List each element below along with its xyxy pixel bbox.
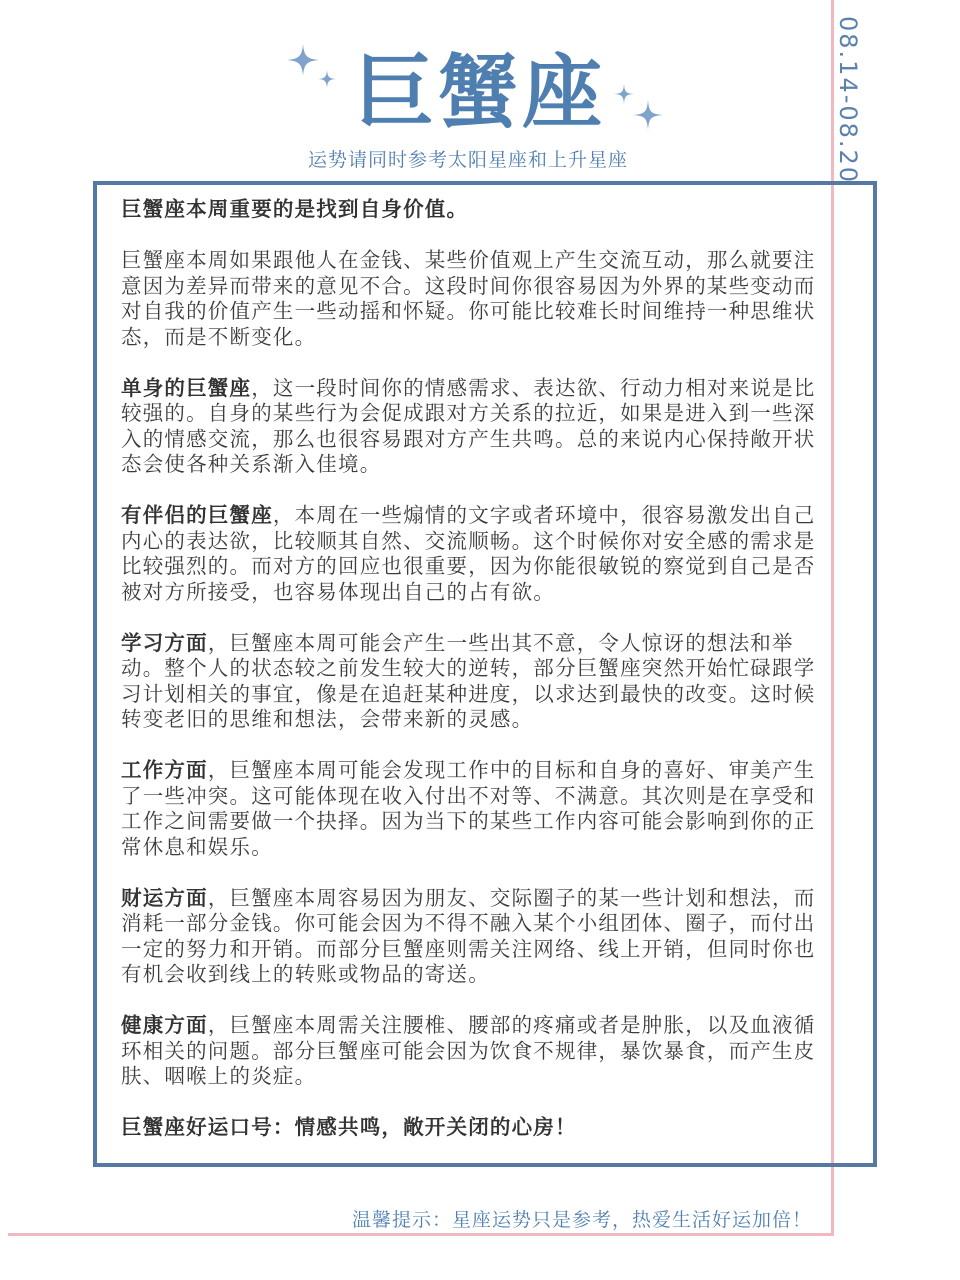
section-label: 有伴侣的巨蟹座 bbox=[121, 503, 273, 527]
section-label: 学习方面 bbox=[121, 630, 208, 655]
section-label: 健康方面 bbox=[121, 1013, 208, 1037]
section-wealth bbox=[121, 886, 821, 988]
section-text: ，巨蟹座本周可能会产生一些出其不意，令人惊讶的想法和举动。整个人的状态较之前发生较大的逆转，部分巨蟹座突然开始忙碌跟学习计划相关的事宜，像是在追赶某种进度，以求达到最快的改变。这时候转变老旧的思维和想法，会带来新的灵感。 bbox=[121, 630, 816, 731]
section-text: ，本周在一些煽情的文字或者环境中，很容易激发出自己内心的表达欲，比较顺其自然、交流顺畅。这个时候你对安全感的需求是比较强烈的。而对方的回应也很重要，因为你能很敏锐的察觉到自己是否被对方所接受，也容易体现出自己的占有欲。 bbox=[121, 503, 816, 604]
section-text: ，巨蟹座本周需关注腰椎、腰部的疼痛或者是肿胀，以及血液循环相关的问题。部分巨蟹座可能会因为饮食不规律，暴饮暴食，而产生皮肤、咽喉上的炎症。 bbox=[121, 1013, 816, 1088]
subtitle: 运势请同时参考太阳星座和上升星座 bbox=[307, 149, 628, 171]
section-label: 财运方面 bbox=[121, 885, 208, 910]
section-work bbox=[121, 758, 821, 860]
horoscope-content bbox=[121, 197, 821, 1166]
section-text: ，巨蟹座本周容易因为朋友、交际圈子的某一些计划和想法，而消耗一部分金钱。你可能会因为不得不融入某个小组团体、圈子，而付出一定的努力和开销。而部分巨蟹座则需关注网络、线上开销，但同时你也有机会收到线上的转账或物品的寄送。 bbox=[121, 885, 816, 986]
section-health bbox=[121, 1013, 821, 1090]
footer-tip: 温馨提示：星座运势只是参考，热爱生活好运加倍！ bbox=[351, 1209, 812, 1231]
section-text: ，这一段时间你的情感需求、表达欲、行动力相对来说是比较强的。自身的某些行为会促成跟对方关系的拉近，如果是进入到一些深入的情感交流，那么也很容易跟对方产生共鸣。总的来说内心保持敞开状态会使各种关系渐入佳境。 bbox=[121, 375, 816, 476]
pink-horizontal-line bbox=[8, 1233, 834, 1236]
slogan: 巨蟹座好运口号：情感共鸣，敞开关闭的心房！ bbox=[121, 1115, 577, 1139]
section-text: ，巨蟹座本周可能会发现工作中的目标和自身的喜好、审美产生了一些冲突。这可能体现在收入付出不对等、不满意。其次则是在享受和工作之间需要做一个抉择。因为当下的某些工作内容可能会影响到你的正常休息和娱乐。 bbox=[121, 758, 816, 859]
headline: 巨蟹座本周重要的是找到自身价值。 bbox=[121, 197, 469, 221]
section-label: 单身的巨蟹座 bbox=[121, 375, 252, 400]
date-range: 08.14-08.20 bbox=[834, 16, 862, 185]
intro-paragraph: 巨蟹座本周如果跟他人在金钱、某些价值观上产生交流互动，那么就要注意因为差异而带来的意见不合。这段时间你很容易因为外界的某些变动而对自我的价值产生一些动摇和怀疑。你可能比较难长时间维持一种思维状态，而是不断变化。 bbox=[121, 248, 816, 349]
section-study bbox=[121, 631, 821, 733]
page-title: 巨蟹座 bbox=[354, 46, 606, 139]
section-single bbox=[121, 376, 821, 478]
section-label: 工作方面 bbox=[121, 758, 208, 782]
section-couple bbox=[121, 503, 821, 605]
